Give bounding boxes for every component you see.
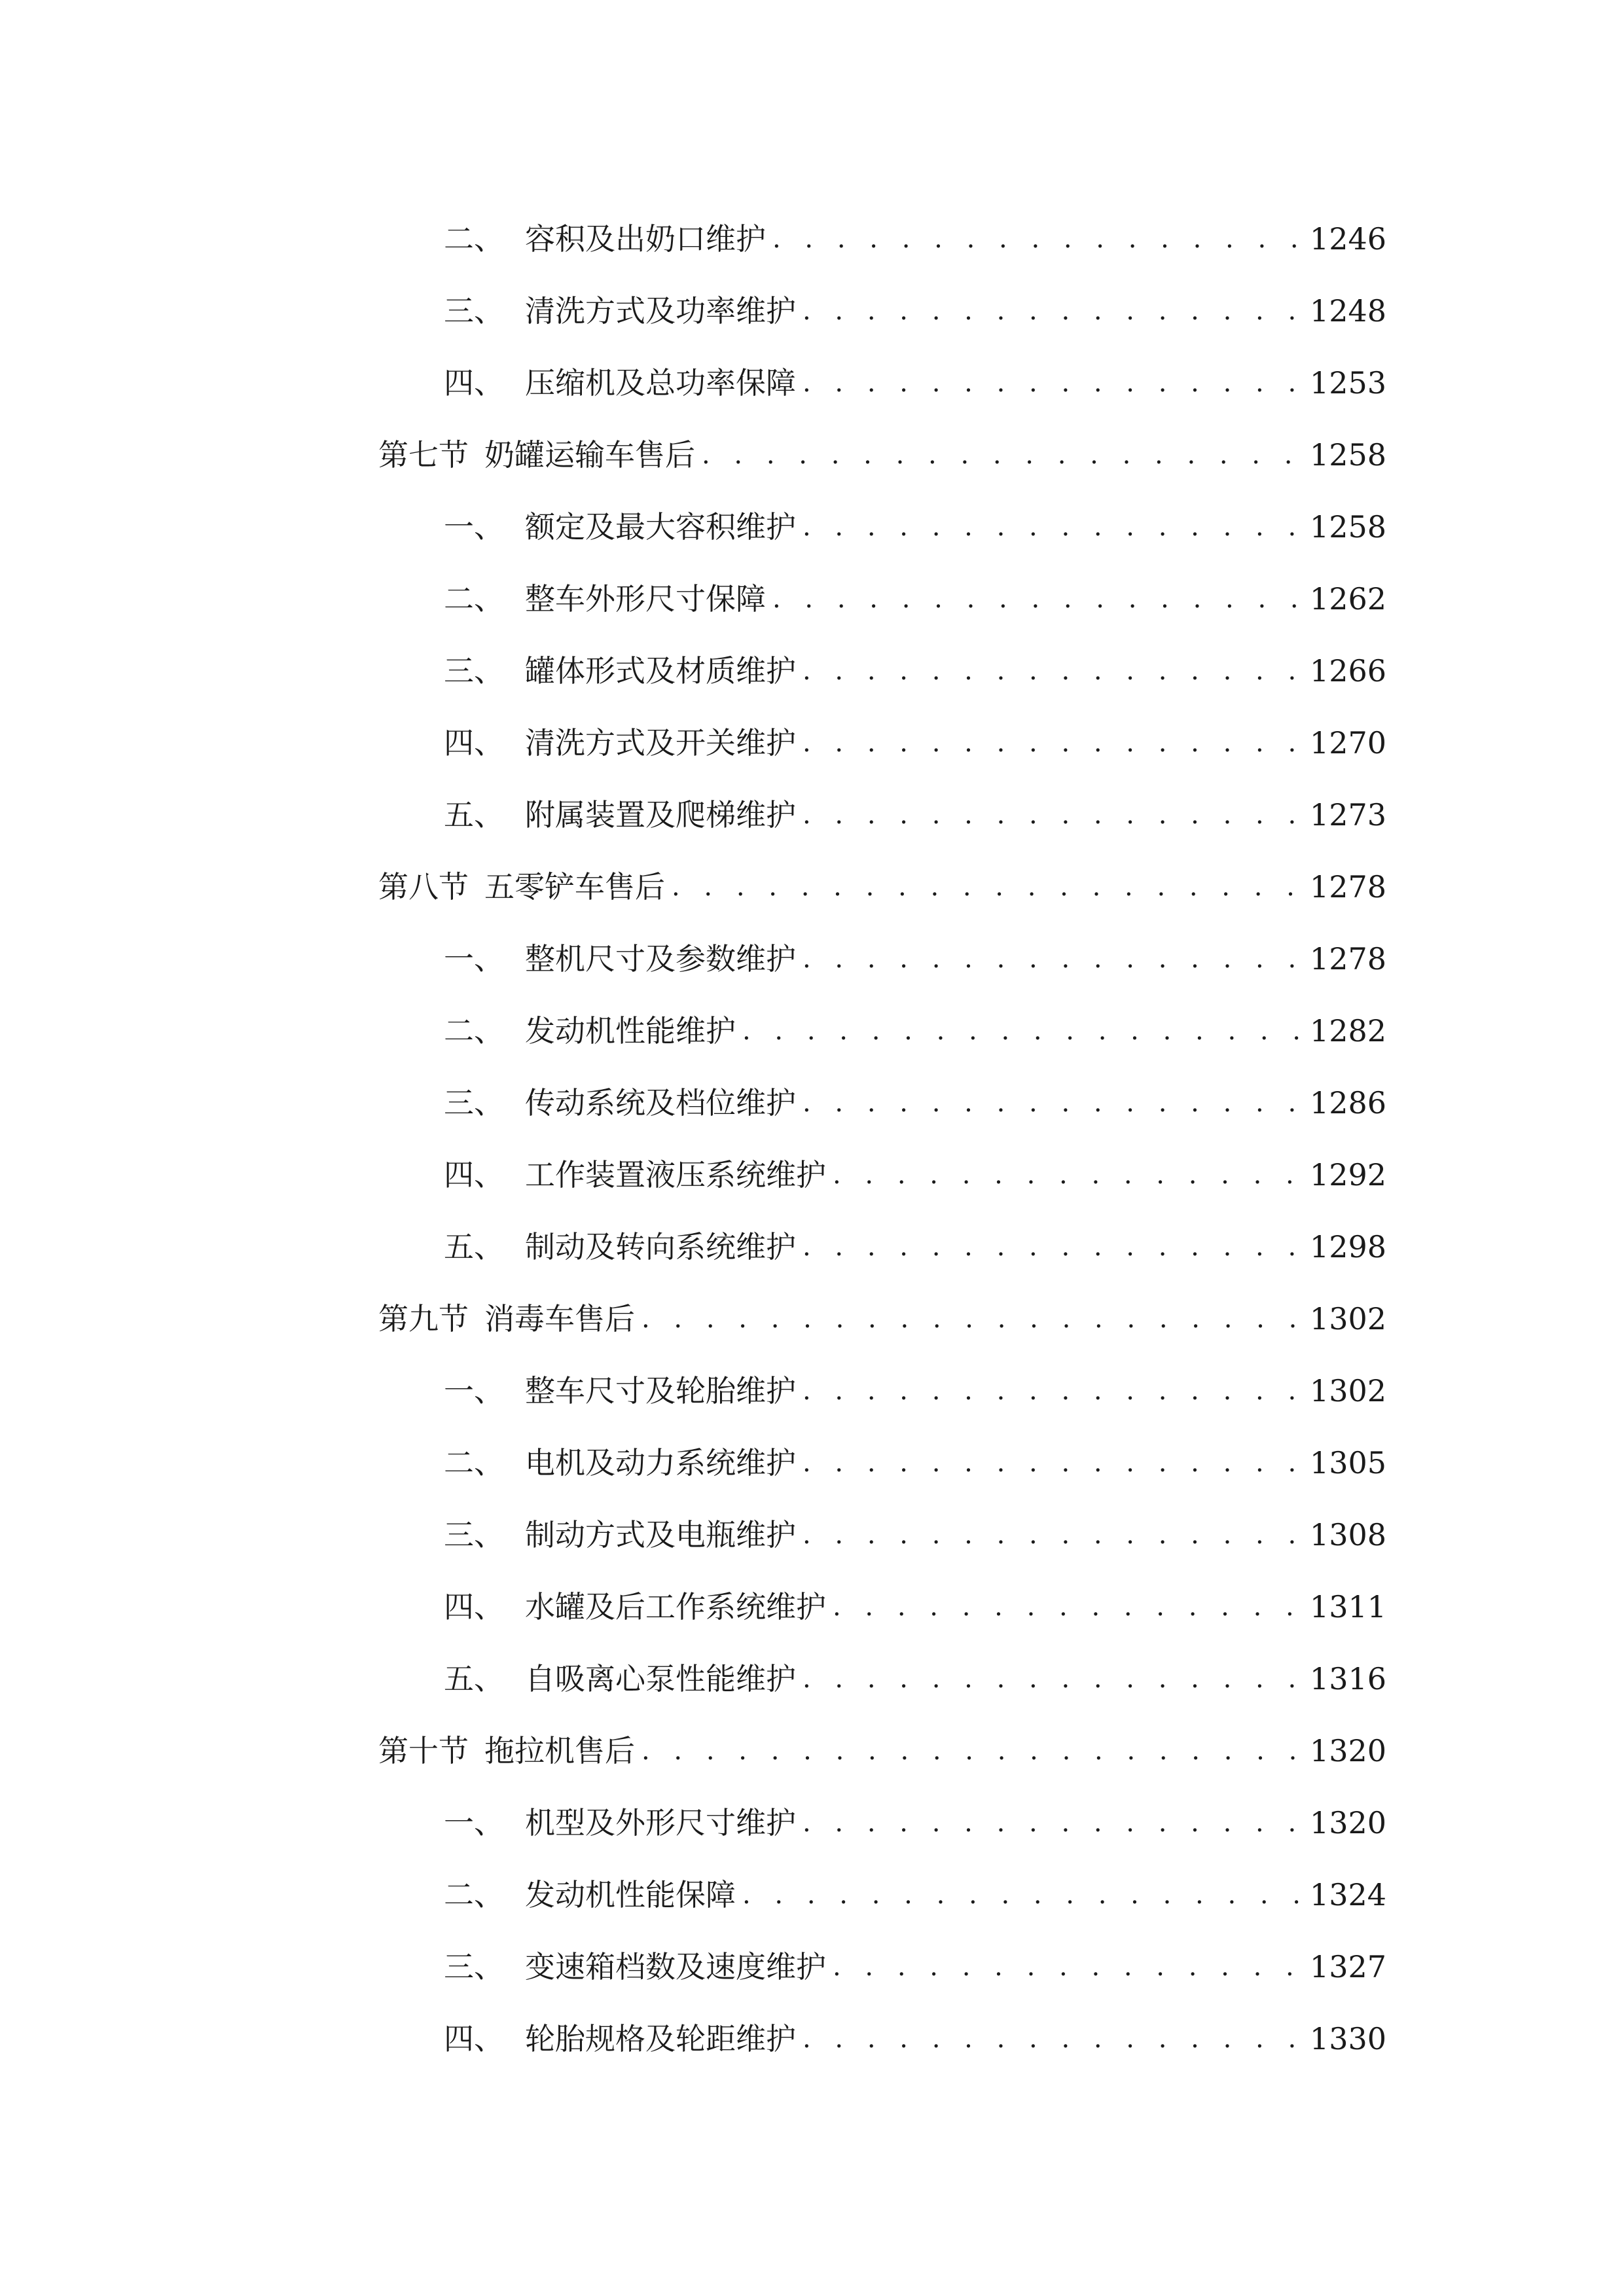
toc-page-number: 1266 (1309, 653, 1386, 689)
toc-item-entry[interactable] (378, 347, 1386, 419)
toc-section-label: 第八节 (378, 869, 469, 905)
toc-item-number: 四、 (444, 2021, 504, 2056)
dot-leader (772, 579, 1301, 619)
dot-leader (641, 1731, 1301, 1770)
toc-entry-title: 机型及外形尺寸维护 (525, 1805, 796, 1840)
toc-item-number: 三、 (444, 293, 504, 329)
toc-section-entry[interactable] (378, 851, 1386, 923)
toc-item-entry[interactable] (378, 491, 1386, 563)
toc-item-number: 五、 (444, 797, 504, 833)
toc-item-entry[interactable] (378, 563, 1386, 635)
toc-page-number: 1253 (1309, 365, 1386, 401)
dot-leader (803, 1515, 1301, 1554)
table-of-contents (378, 203, 1386, 2075)
toc-item-number: 一、 (444, 1805, 504, 1840)
toc-item-number: 四、 (444, 1157, 504, 1193)
toc-section-entry[interactable] (378, 1283, 1386, 1355)
toc-item-entry[interactable] (378, 1571, 1386, 1643)
toc-item-number: 二、 (444, 1877, 504, 1912)
toc-item-entry[interactable] (378, 1787, 1386, 1859)
toc-item-number: 五、 (444, 1229, 504, 1265)
toc-page-number: 1324 (1309, 1877, 1386, 1912)
toc-item-entry[interactable] (378, 1139, 1386, 1211)
dot-leader (672, 867, 1301, 906)
toc-section-label: 第十节 (378, 1733, 469, 1768)
toc-entry-title: 消毒车售后 (484, 1301, 635, 1336)
toc-section-entry[interactable] (378, 419, 1386, 491)
toc-item-entry[interactable] (378, 275, 1386, 347)
toc-page-number: 1320 (1309, 1805, 1386, 1840)
toc-item-number: 三、 (444, 1085, 504, 1121)
toc-item-number: 三、 (444, 1949, 504, 1984)
dot-leader (803, 1227, 1301, 1266)
toc-page-number: 1273 (1309, 797, 1386, 833)
toc-page-number: 1308 (1309, 1517, 1386, 1552)
toc-item-entry[interactable] (378, 2003, 1386, 2075)
dot-leader (803, 1371, 1301, 1410)
dot-leader (803, 651, 1301, 691)
toc-entry-title: 拖拉机售后 (484, 1733, 635, 1768)
dot-leader (803, 1083, 1301, 1122)
toc-entry-title: 奶罐运输车售后 (484, 437, 695, 473)
toc-section-label: 第九节 (378, 1301, 469, 1336)
toc-page-number: 1258 (1309, 509, 1386, 545)
toc-page-number: 1286 (1309, 1085, 1386, 1121)
dot-leader (833, 1587, 1301, 1626)
toc-item-entry[interactable] (378, 1427, 1386, 1499)
toc-entry-title: 发动机性能保障 (525, 1877, 736, 1912)
toc-entry-title: 传动系统及档位维护 (525, 1085, 796, 1121)
dot-leader (803, 2019, 1301, 2058)
toc-page-number: 1330 (1309, 2021, 1386, 2056)
toc-item-entry[interactable] (378, 1067, 1386, 1139)
toc-entry-title: 整车尺寸及轮胎维护 (525, 1373, 796, 1408)
toc-page-number: 1292 (1309, 1157, 1386, 1193)
toc-item-entry[interactable] (378, 1643, 1386, 1715)
toc-entry-title: 整机尺寸及参数维护 (525, 941, 796, 977)
toc-item-entry[interactable] (378, 635, 1386, 707)
toc-item-number: 二、 (444, 1013, 504, 1049)
toc-page-number: 1248 (1309, 293, 1386, 329)
dot-leader (833, 1947, 1301, 1986)
dot-leader (803, 507, 1301, 547)
toc-item-number: 二、 (444, 581, 504, 617)
toc-item-entry[interactable] (378, 707, 1386, 779)
toc-page-number: 1302 (1309, 1301, 1386, 1336)
toc-entry-title: 变速箱档数及速度维护 (525, 1949, 826, 1984)
toc-entry-title: 电机及动力系统维护 (525, 1445, 796, 1480)
dot-leader (742, 1875, 1301, 1914)
toc-entry-title: 自吸离心泵性能维护 (525, 1661, 796, 1696)
toc-item-number: 四、 (444, 365, 504, 401)
dot-leader (772, 219, 1301, 259)
dot-leader (803, 363, 1301, 403)
toc-item-entry[interactable] (378, 1499, 1386, 1571)
toc-page-number: 1278 (1309, 869, 1386, 905)
toc-entry-title: 清洗方式及开关维护 (525, 725, 796, 761)
toc-page-number: 1246 (1309, 221, 1386, 257)
toc-item-entry[interactable] (378, 1355, 1386, 1427)
toc-page-number: 1262 (1309, 581, 1386, 617)
toc-page-number: 1302 (1309, 1373, 1386, 1408)
toc-item-entry[interactable] (378, 1211, 1386, 1283)
toc-item-number: 一、 (444, 1373, 504, 1408)
toc-section-entry[interactable] (378, 1715, 1386, 1787)
toc-entry-title: 发动机性能维护 (525, 1013, 736, 1049)
toc-item-entry[interactable] (378, 1859, 1386, 1931)
toc-entry-title: 清洗方式及功率维护 (525, 293, 796, 329)
toc-page-number: 1258 (1309, 437, 1386, 473)
toc-item-number: 一、 (444, 509, 504, 545)
toc-item-number: 二、 (444, 221, 504, 257)
toc-entry-title: 罐体形式及材质维护 (525, 653, 796, 689)
toc-entry-title: 压缩机及总功率保障 (525, 365, 796, 401)
toc-entry-title: 工作装置液压系统维护 (525, 1157, 826, 1193)
toc-entry-title: 整车外形尺寸保障 (525, 581, 766, 617)
toc-item-number: 三、 (444, 1517, 504, 1552)
toc-item-number: 二、 (444, 1445, 504, 1480)
dot-leader (803, 1659, 1301, 1698)
toc-page-number: 1320 (1309, 1733, 1386, 1768)
toc-page-number: 1298 (1309, 1229, 1386, 1265)
dot-leader (702, 435, 1301, 475)
toc-entry-title: 容积及出奶口维护 (525, 221, 766, 257)
dot-leader (742, 1011, 1301, 1050)
dot-leader (803, 723, 1301, 762)
dot-leader (803, 795, 1301, 834)
toc-entry-title: 制动方式及电瓶维护 (525, 1517, 796, 1552)
toc-item-entry[interactable] (378, 779, 1386, 851)
toc-item-number: 四、 (444, 725, 504, 761)
toc-page-number: 1282 (1309, 1013, 1386, 1049)
toc-entry-title: 制动及转向系统维护 (525, 1229, 796, 1265)
toc-entry-title: 额定及最大容积维护 (525, 509, 796, 545)
toc-page-number: 1305 (1309, 1445, 1386, 1480)
toc-page-number: 1311 (1309, 1589, 1386, 1624)
toc-entry-title: 五零铲车售后 (484, 869, 665, 905)
toc-item-entry[interactable] (378, 203, 1386, 275)
toc-item-entry[interactable] (378, 923, 1386, 995)
toc-page-number: 1278 (1309, 941, 1386, 977)
dot-leader (803, 1443, 1301, 1482)
toc-page-number: 1327 (1309, 1949, 1386, 1984)
dot-leader (803, 939, 1301, 978)
toc-item-number: 一、 (444, 941, 504, 977)
toc-entry-title: 水罐及后工作系统维护 (525, 1589, 826, 1624)
dot-leader (641, 1299, 1301, 1338)
dot-leader (833, 1155, 1301, 1194)
toc-entry-title: 附属装置及爬梯维护 (525, 797, 796, 833)
toc-entry-title: 轮胎规格及轮距维护 (525, 2021, 796, 2056)
dot-leader (803, 291, 1301, 331)
toc-page-number: 1270 (1309, 725, 1386, 761)
toc-item-number: 四、 (444, 1589, 504, 1624)
toc-section-label: 第七节 (378, 437, 469, 473)
toc-item-entry[interactable] (378, 1931, 1386, 2003)
toc-item-entry[interactable] (378, 995, 1386, 1067)
dot-leader (803, 1803, 1301, 1842)
toc-item-number: 五、 (444, 1661, 504, 1696)
toc-page-number: 1316 (1309, 1661, 1386, 1696)
toc-item-number: 三、 (444, 653, 504, 689)
